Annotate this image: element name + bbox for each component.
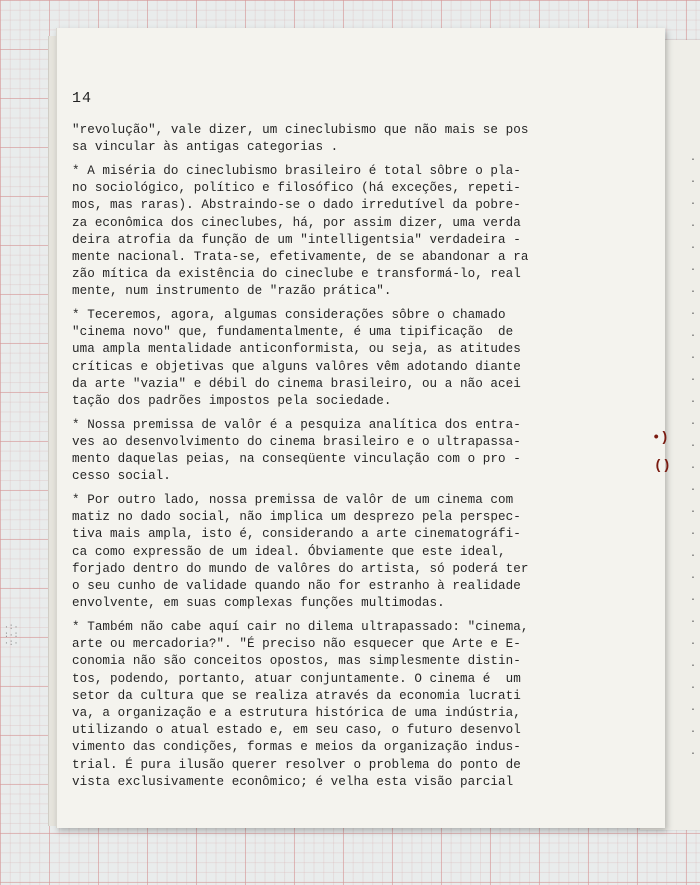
margin-ink-mark: •) [652,430,669,446]
text-paragraph [72,619,592,791]
adjacent-page-edge-chars: · · · · · · · · · · · · · · · · · · · · · · · · · · · · [690,155,697,760]
text-paragraph [72,122,592,156]
text-line: vista exclusivamente econômico; é velha esta visão parcial [72,774,514,789]
text-line: tiva mais ampla, isto é, considerando a arte cinematográfi- [72,527,521,542]
text-line: tação dos padrões impostos pela sociedade. [72,394,392,409]
text-line: envolvente, em suas complexas funções multimodas. [72,596,445,611]
text-paragraph [72,492,592,612]
text-line: críticas e objetivas que alguns valôres vêm adotando diante [72,359,521,374]
text-line: setor da cultura que se realiza através da economia lucrati [72,688,521,703]
text-paragraph [72,163,592,301]
text-line: conomia não são conceitos opostos, mas simplesmente distin- [72,654,521,669]
text-line: ca como expressão de um ideal. Óbviamente que este ideal, [72,544,506,559]
text-line: mos, mas raras). Abstraindo-se o dado irredutível da pobre- [72,198,521,213]
text-paragraph [72,307,592,410]
text-line: uma ampla mentalidade anticonformista, ou seja, as atitudes [72,342,521,357]
text-line: zão mítica da existência do cineclube e transformá-lo, real [72,267,521,282]
text-line: no sociológico, político e filosófico (há exceções, repeti- [72,181,521,196]
text-line: sa vincular às antigas categorias . [72,140,339,155]
text-line: cesso social. [72,469,171,484]
text-line: forjado dentro do mundo de valôres do artista, só poderá ter [72,561,529,576]
page-number: 14 [72,90,93,107]
text-line: mente nacional. Trata-se, efetivamente, de se abandonar a ra [72,249,529,264]
text-line: da arte "vazia" e débil do cinema brasileiro, ou a não acei [72,376,521,391]
text-line: deira atrofia da função de um "intelligentsia" verdadeira - [72,232,521,247]
text-line: "revolução", vale dizer, um cineclubismo que não mais se pos [72,123,529,137]
text-line: * A miséria do cineclubismo brasileiro é total sôbre o pla- [72,163,521,178]
text-line: va, a organização e a estrutura histórica de uma indústria, [72,706,521,720]
text-line: utilizando o atual estado e, em seu caso, o futuro desenvol [72,723,521,738]
text-line: arte ou mercadoria?". "É preciso não esquecer que Arte e E- [72,637,521,652]
margin-ink-mark: () [654,458,671,474]
stray-dots-mark: ·:· :·: ·:· [4,623,19,648]
page-body-text [72,122,592,798]
text-paragraph [72,417,592,486]
text-line: o seu cunho de validade quando não for estranho à realidade [72,579,521,594]
text-line: mento daquelas peias, na conseqüente vinculação com o pro - [72,452,521,467]
text-line: matiz no dado social, não implica um desprezo pela perspec- [72,510,521,525]
text-line: * Por outro lado, nossa premissa de valôr de um cinema com [72,493,514,508]
text-line: * Nossa premissa de valôr é a pesquiza analítica dos entra- [72,417,521,432]
text-line: "cinema novo" que, fundamentalmente, é uma tipificação de [72,325,514,340]
text-line: * Também não cabe aquí cair no dilema ultrapassado: "cinema, [72,619,529,634]
text-line: za econômica dos cineclubes, há, por assim dizer, uma verda [72,215,521,230]
text-line: * Teceremos, agora, algumas considerações sôbre o chamado [72,308,506,323]
text-line: mente, num instrumento de "razão prática". [72,284,392,299]
text-line: ves ao desenvolvimento do cinema brasileiro e o ultrapassa- [72,434,521,449]
text-line: trial. É pura ilusão querer resolver o problema do ponto de [72,757,521,772]
text-line: vimento das condições, formas e meios da organização indus- [72,740,521,755]
text-line: tos, podendo, portanto, atuar conjuntamente. O cinema é um [72,671,521,686]
